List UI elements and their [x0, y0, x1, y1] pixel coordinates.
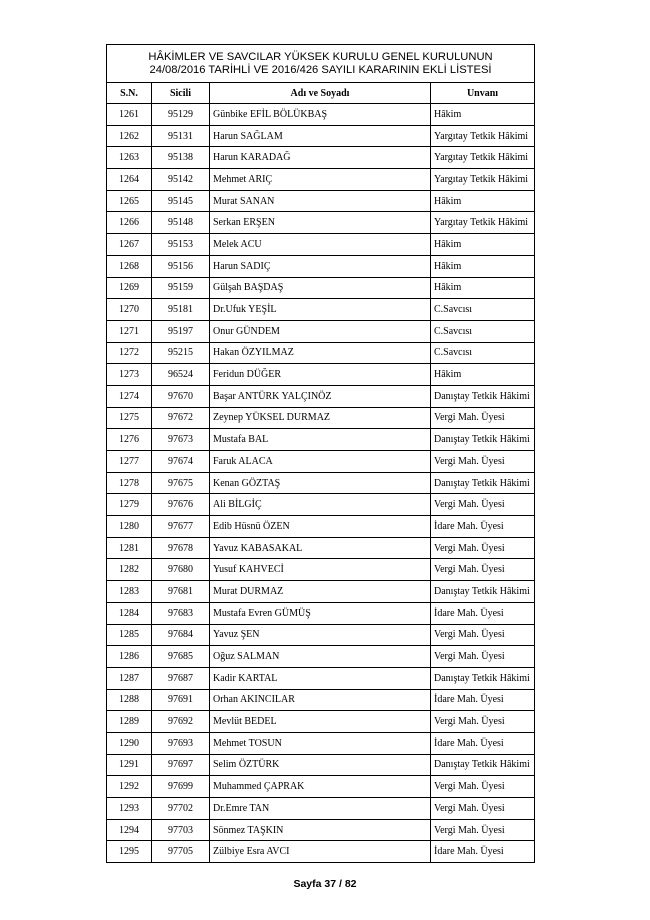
- table-row: [107, 299, 535, 321]
- table-row: [107, 407, 535, 429]
- cell-title: Vergi Mah. Üyesi: [431, 537, 535, 559]
- cell-name: Ali BİLGİÇ: [210, 494, 431, 516]
- cell-title: İdare Mah. Üyesi: [431, 516, 535, 538]
- cell-title: Hâkim: [431, 255, 535, 277]
- cell-title: Yargıtay Tetkik Hâkimi: [431, 125, 535, 147]
- cell-name: Edib Hüsnü ÖZEN: [210, 516, 431, 538]
- cell-sicil: 97673: [152, 429, 210, 451]
- cell-sn: 1262: [107, 125, 152, 147]
- cell-name: Harun KARADAĞ: [210, 147, 431, 169]
- cell-sn: 1270: [107, 299, 152, 321]
- cell-name: Sönmez TAŞKIN: [210, 819, 431, 841]
- cell-sn: 1291: [107, 754, 152, 776]
- cell-title: Vergi Mah. Üyesi: [431, 646, 535, 668]
- cell-sn: 1295: [107, 841, 152, 863]
- cell-sicil: 95145: [152, 190, 210, 212]
- cell-name: Onur GÜNDEM: [210, 320, 431, 342]
- cell-sicil: 97703: [152, 819, 210, 841]
- column-header-name: Adı ve Soyadı: [210, 83, 431, 104]
- cell-sicil: 97683: [152, 602, 210, 624]
- cell-name: Selim ÖZTÜRK: [210, 754, 431, 776]
- cell-name: Zeynep YÜKSEL DURMAZ: [210, 407, 431, 429]
- cell-name: Harun SADIÇ: [210, 255, 431, 277]
- cell-sn: 1274: [107, 385, 152, 407]
- cell-name: Harun SAĞLAM: [210, 125, 431, 147]
- table-row: [107, 429, 535, 451]
- cell-name: Zülbiye Esra AVCI: [210, 841, 431, 863]
- cell-title: İdare Mah. Üyesi: [431, 732, 535, 754]
- cell-title: Vergi Mah. Üyesi: [431, 451, 535, 473]
- cell-sn: 1269: [107, 277, 152, 299]
- table-row: [107, 711, 535, 733]
- cell-sn: 1286: [107, 646, 152, 668]
- cell-name: Feridun DÜĞER: [210, 364, 431, 386]
- table-row: [107, 537, 535, 559]
- table-row: [107, 754, 535, 776]
- column-header-sn: S.N.: [107, 83, 152, 104]
- cell-sn: 1294: [107, 819, 152, 841]
- cell-sicil: 97685: [152, 646, 210, 668]
- cell-sn: 1266: [107, 212, 152, 234]
- cell-sn: 1277: [107, 451, 152, 473]
- column-header-row: [107, 83, 535, 104]
- cell-title: Hâkim: [431, 190, 535, 212]
- cell-sn: 1287: [107, 667, 152, 689]
- cell-name: Murat SANAN: [210, 190, 431, 212]
- document-title: [107, 45, 535, 83]
- table-row: [107, 819, 535, 841]
- cell-name: Başar ANTÜRK YALÇINÖZ: [210, 385, 431, 407]
- cell-title: Yargıtay Tetkik Hâkimi: [431, 169, 535, 191]
- cell-name: Mustafa BAL: [210, 429, 431, 451]
- cell-sicil: 97692: [152, 711, 210, 733]
- table-row: [107, 516, 535, 538]
- cell-title: Vergi Mah. Üyesi: [431, 819, 535, 841]
- cell-sn: 1279: [107, 494, 152, 516]
- cell-name: Faruk ALACA: [210, 451, 431, 473]
- table-body: [107, 104, 535, 863]
- cell-sn: 1285: [107, 624, 152, 646]
- cell-sn: 1288: [107, 689, 152, 711]
- cell-name: Dr.Ufuk YEŞİL: [210, 299, 431, 321]
- cell-title: C.Savcısı: [431, 342, 535, 364]
- column-header-title: Unvanı: [431, 83, 535, 104]
- table-row: [107, 147, 535, 169]
- cell-sn: 1278: [107, 472, 152, 494]
- document-title-line-2: 24/08/2016 TARİHLİ VE 2016/426 SAYILI KARARININ EKLİ LİSTESİ: [149, 63, 492, 76]
- cell-title: Vergi Mah. Üyesi: [431, 494, 535, 516]
- cell-sn: 1272: [107, 342, 152, 364]
- cell-name: Orhan AKINCILAR: [210, 689, 431, 711]
- table-row: [107, 841, 535, 863]
- cell-name: Gülşah BAŞDAŞ: [210, 277, 431, 299]
- cell-sicil: 96524: [152, 364, 210, 386]
- table-row: [107, 190, 535, 212]
- cell-sicil: 97675: [152, 472, 210, 494]
- cell-title: Vergi Mah. Üyesi: [431, 776, 535, 798]
- cell-sn: 1267: [107, 234, 152, 256]
- table-row: [107, 732, 535, 754]
- cell-name: Hakan ÖZYILMAZ: [210, 342, 431, 364]
- table-row: [107, 472, 535, 494]
- cell-sicil: 97676: [152, 494, 210, 516]
- table-row: [107, 234, 535, 256]
- table-row: [107, 646, 535, 668]
- cell-name: Mustafa Evren GÜMÜŞ: [210, 602, 431, 624]
- cell-name: Mehmet TOSUN: [210, 732, 431, 754]
- table-row: [107, 581, 535, 603]
- cell-sn: 1293: [107, 798, 152, 820]
- cell-sn: 1275: [107, 407, 152, 429]
- cell-title: Danıştay Tetkik Hâkimi: [431, 667, 535, 689]
- cell-sicil: 97705: [152, 841, 210, 863]
- table-row: [107, 169, 535, 191]
- cell-sn: 1283: [107, 581, 152, 603]
- cell-sn: 1271: [107, 320, 152, 342]
- cell-sn: 1292: [107, 776, 152, 798]
- cell-sicil: 97687: [152, 667, 210, 689]
- cell-name: Serkan ERŞEN: [210, 212, 431, 234]
- cell-sn: 1263: [107, 147, 152, 169]
- cell-sicil: 95215: [152, 342, 210, 364]
- table-row: [107, 494, 535, 516]
- table-row: [107, 689, 535, 711]
- cell-sicil: 95159: [152, 277, 210, 299]
- cell-title: Hâkim: [431, 364, 535, 386]
- cell-sicil: 97678: [152, 537, 210, 559]
- table-row: [107, 602, 535, 624]
- cell-name: Yavuz KABASAKAL: [210, 537, 431, 559]
- table-row: [107, 104, 535, 126]
- cell-sn: 1284: [107, 602, 152, 624]
- cell-sn: 1281: [107, 537, 152, 559]
- cell-name: Muhammed ÇAPRAK: [210, 776, 431, 798]
- table-row: [107, 320, 535, 342]
- cell-title: İdare Mah. Üyesi: [431, 689, 535, 711]
- column-header-sicil: Sicili: [152, 83, 210, 104]
- cell-sicil: 97684: [152, 624, 210, 646]
- cell-sicil: 95138: [152, 147, 210, 169]
- cell-sn: 1289: [107, 711, 152, 733]
- cell-sicil: 97693: [152, 732, 210, 754]
- cell-title: Vergi Mah. Üyesi: [431, 624, 535, 646]
- cell-title: Danıştay Tetkik Hâkimi: [431, 385, 535, 407]
- cell-sicil: 97677: [152, 516, 210, 538]
- cell-sn: 1268: [107, 255, 152, 277]
- cell-title: Vergi Mah. Üyesi: [431, 711, 535, 733]
- cell-sicil: 97691: [152, 689, 210, 711]
- cell-sicil: 95142: [152, 169, 210, 191]
- cell-name: Günbike EFİL BÖLÜKBAŞ: [210, 104, 431, 126]
- document-title-line-1: HÂKİMLER VE SAVCILAR YÜKSEK KURULU GENEL KURULUNUN: [148, 50, 493, 63]
- cell-name: Kenan GÖZTAŞ: [210, 472, 431, 494]
- cell-sicil: 97670: [152, 385, 210, 407]
- cell-name: Kadir KARTAL: [210, 667, 431, 689]
- cell-title: C.Savcısı: [431, 299, 535, 321]
- cell-name: Yavuz ŞEN: [210, 624, 431, 646]
- cell-title: Vergi Mah. Üyesi: [431, 559, 535, 581]
- table-row: [107, 277, 535, 299]
- cell-name: Yusuf KAHVECİ: [210, 559, 431, 581]
- cell-title: İdare Mah. Üyesi: [431, 602, 535, 624]
- cell-title: Hâkim: [431, 234, 535, 256]
- cell-sicil: 95156: [152, 255, 210, 277]
- cell-sn: 1276: [107, 429, 152, 451]
- cell-sn: 1273: [107, 364, 152, 386]
- cell-sn: 1261: [107, 104, 152, 126]
- table-row: [107, 559, 535, 581]
- cell-sicil: 95181: [152, 299, 210, 321]
- table-row: [107, 385, 535, 407]
- cell-name: Murat DURMAZ: [210, 581, 431, 603]
- cell-title: İdare Mah. Üyesi: [431, 841, 535, 863]
- cell-title: Vergi Mah. Üyesi: [431, 407, 535, 429]
- table-row: [107, 125, 535, 147]
- table-row: [107, 798, 535, 820]
- cell-name: Mehmet ARIÇ: [210, 169, 431, 191]
- table-row: [107, 451, 535, 473]
- cell-title: C.Savcısı: [431, 320, 535, 342]
- cell-title: Danıştay Tetkik Hâkimi: [431, 581, 535, 603]
- cell-name: Oğuz SALMAN: [210, 646, 431, 668]
- cell-sicil: 97674: [152, 451, 210, 473]
- cell-name: Dr.Emre TAN: [210, 798, 431, 820]
- cell-sicil: 97702: [152, 798, 210, 820]
- cell-sicil: 95148: [152, 212, 210, 234]
- cell-title: Danıştay Tetkik Hâkimi: [431, 429, 535, 451]
- cell-sicil: 95131: [152, 125, 210, 147]
- cell-sicil: 97672: [152, 407, 210, 429]
- cell-sicil: 97697: [152, 754, 210, 776]
- table-row: [107, 776, 535, 798]
- cell-sn: 1265: [107, 190, 152, 212]
- cell-sicil: 95153: [152, 234, 210, 256]
- cell-title: Yargıtay Tetkik Hâkimi: [431, 147, 535, 169]
- cell-title: Hâkim: [431, 277, 535, 299]
- cell-sicil: 95129: [152, 104, 210, 126]
- table-row: [107, 624, 535, 646]
- cell-sn: 1290: [107, 732, 152, 754]
- cell-title: Danıştay Tetkik Hâkimi: [431, 754, 535, 776]
- cell-title: Yargıtay Tetkik Hâkimi: [431, 212, 535, 234]
- table-row: [107, 212, 535, 234]
- cell-name: Mevlüt BEDEL: [210, 711, 431, 733]
- cell-sicil: 97680: [152, 559, 210, 581]
- cell-sn: 1282: [107, 559, 152, 581]
- personnel-list-table: [106, 44, 535, 863]
- table-row: [107, 667, 535, 689]
- table-row: [107, 364, 535, 386]
- cell-title: Hâkim: [431, 104, 535, 126]
- cell-name: Melek ACU: [210, 234, 431, 256]
- cell-title: Vergi Mah. Üyesi: [431, 798, 535, 820]
- page-number: Sayfa 37 / 82: [293, 878, 357, 890]
- cell-title: Danıştay Tetkik Hâkimi: [431, 472, 535, 494]
- table-row: [107, 255, 535, 277]
- cell-sn: 1280: [107, 516, 152, 538]
- cell-sn: 1264: [107, 169, 152, 191]
- cell-sicil: 97681: [152, 581, 210, 603]
- cell-sicil: 95197: [152, 320, 210, 342]
- cell-sicil: 97699: [152, 776, 210, 798]
- table-row: [107, 342, 535, 364]
